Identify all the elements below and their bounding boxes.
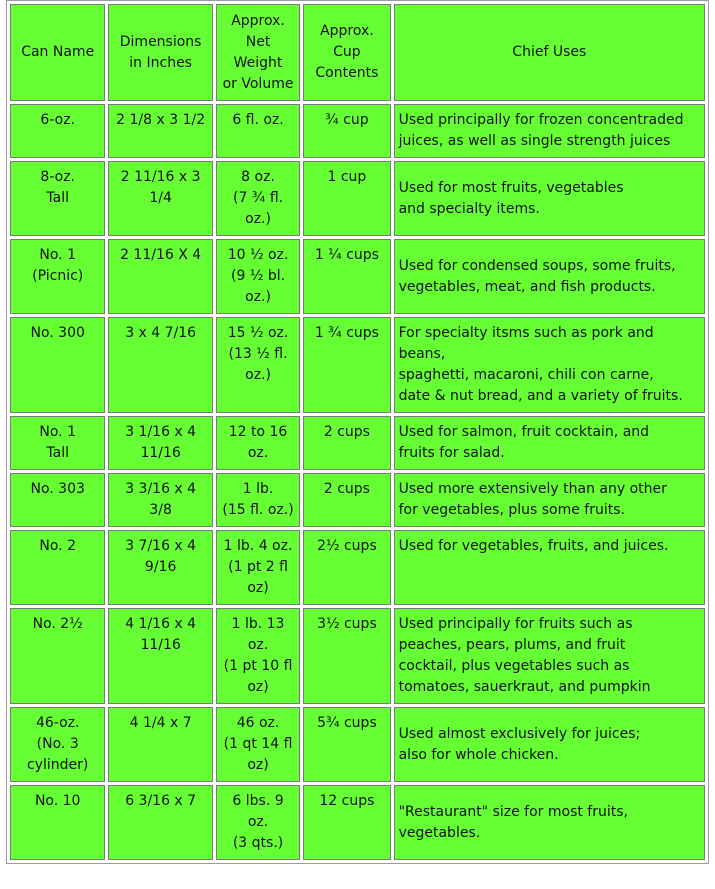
cell-text-line: 6 fl. oz. (232, 112, 284, 128)
cell-text-line: No. 303 (30, 481, 85, 497)
cell-text-line: Used for condensed soups, some fruits, (398, 257, 676, 274)
table-row (10, 416, 705, 470)
cell-text-line: Can Name (21, 44, 95, 60)
table-row (10, 239, 705, 314)
header-dimensions (108, 4, 212, 101)
cell-text-line: oz. (247, 814, 269, 830)
can-name-cell (10, 785, 105, 860)
cell-text-line: Used principally for frozen concentraded (398, 112, 684, 128)
cell-text-line: 3 3/16 x 4 (125, 481, 197, 497)
header-net-weight (216, 4, 300, 101)
cell-text-line: 2 11/16 x 3 (120, 169, 201, 185)
cell-text-line: Approx. (320, 23, 374, 39)
cell-text-line: 1 ¼ cups (314, 247, 379, 263)
cell-text-line: Tall (46, 445, 69, 461)
net-weight-cell (216, 239, 300, 314)
chief-uses-cell (394, 317, 705, 413)
cell-text-line: 8 oz. (241, 169, 275, 185)
chief-uses-cell (394, 530, 705, 605)
cell-text-line: oz.) (245, 367, 271, 383)
net-weight-cell (216, 161, 300, 236)
cup-contents-cell (303, 161, 390, 236)
cell-text-line: 10 ½ oz. (227, 247, 289, 263)
cell-text-line: or Volume (222, 75, 294, 92)
cell-text-line: 9/16 (144, 559, 177, 575)
cell-text-line: Dimensions (119, 33, 202, 50)
net-weight-cell (216, 785, 300, 860)
dimensions-cell (108, 608, 212, 704)
cup-contents-cell (303, 707, 390, 782)
can-size-table-container (6, 0, 709, 864)
can-size-table (6, 0, 709, 864)
cell-text-line: oz.) (245, 211, 271, 227)
cell-text-line: No. 2½ (32, 616, 83, 632)
cell-text-line: 2 11/16 X 4 (120, 247, 202, 263)
cell-text-line: (9 ½ bl. (231, 268, 286, 284)
cell-text-line: Used principally for fruits such as (398, 616, 633, 632)
cell-text-line: in Inches (129, 54, 192, 71)
cell-text-line: No. 1 (39, 424, 76, 440)
cell-text-line: 4 1/16 x 4 (125, 616, 197, 632)
chief-uses-cell (394, 239, 705, 314)
table-row (10, 104, 705, 158)
table-row (10, 707, 705, 782)
net-weight-cell (216, 608, 300, 704)
chief-uses-cell (394, 104, 705, 158)
dimensions-cell (108, 239, 212, 314)
cell-text-line: Contents (315, 65, 379, 81)
dimensions-cell (108, 416, 212, 470)
cell-text-line: 2 cups (323, 424, 370, 440)
net-weight-cell (216, 707, 300, 782)
cup-contents-cell (303, 239, 390, 314)
cell-text-line: Used almost exclusively for juices; (398, 725, 641, 742)
cell-text-line: spaghetti, macaroni, chili con carne, (398, 367, 654, 383)
cell-text-line: 12 cups (319, 793, 375, 809)
cell-text-line: Used more extensively than any other (398, 481, 667, 497)
cell-text-line: 1/4 (149, 190, 172, 206)
net-weight-cell (216, 317, 300, 413)
cell-text-line: 1 ¾ cups (314, 325, 379, 341)
cell-text-line: vegetables, meat, and fish products. (398, 278, 656, 295)
cell-text-line: cocktail, plus vegetables such as (398, 658, 630, 674)
cell-text-line: (7 ¾ fl. (232, 190, 284, 206)
cell-text-line: (3 qts.) (232, 835, 284, 851)
cell-text-line: (1 pt 2 fl (228, 559, 288, 575)
cell-text-line: (15 fl. oz.) (222, 502, 294, 518)
can-name-cell (10, 473, 105, 527)
cell-text-line: Chief Uses (512, 44, 587, 60)
cell-text-line: juices, as well as single strength juices (398, 133, 671, 149)
cell-text-line: For specialty itsms such as pork and (398, 325, 654, 341)
cell-text-line: 1 lb. (242, 481, 274, 497)
can-name-cell (10, 707, 105, 782)
cup-contents-cell (303, 785, 390, 860)
can-name-cell (10, 104, 105, 158)
cell-text-line: (Picnic) (32, 268, 84, 284)
cell-text-line: 6-oz. (40, 112, 75, 128)
dimensions-cell (108, 161, 212, 236)
can-name-cell (10, 416, 105, 470)
cell-text-line: "Restaurant" size for most fruits, (398, 803, 628, 820)
cell-text-line: 3/8 (149, 502, 172, 518)
net-weight-cell (216, 416, 300, 470)
net-weight-cell (216, 530, 300, 605)
cell-text-line: Cup (333, 44, 361, 60)
cell-text-line: No. 2 (39, 538, 76, 554)
cell-text-line: ¾ cup (325, 112, 369, 128)
dimensions-cell (108, 707, 212, 782)
cell-text-line: 15 ½ oz. (227, 325, 289, 341)
cell-text-line: 3 x 4 7/16 (125, 325, 197, 341)
cell-text-line: 6 3/16 x 7 (125, 793, 197, 809)
cell-text-line: 6 lbs. 9 (232, 793, 284, 809)
cell-text-line: 5¾ cups (317, 715, 377, 731)
cell-text-line: 1 lb. 4 oz. (223, 538, 293, 554)
cell-text-line: No. 300 (30, 325, 85, 341)
cup-contents-cell (303, 317, 390, 413)
cell-text-line: tomatoes, sauerkraut, and pumpkin (398, 679, 651, 695)
cell-text-line: beans, (398, 346, 446, 362)
net-weight-cell (216, 104, 300, 158)
header-cup-contents (303, 4, 390, 101)
chief-uses-cell (394, 161, 705, 236)
table-header (10, 4, 705, 101)
cell-text-line: Used for salmon, fruit cocktain, and (398, 424, 650, 440)
can-name-cell (10, 608, 105, 704)
cell-text-line: (1 qt 14 fl (223, 736, 293, 752)
cell-text-line: and specialty items. (398, 200, 540, 217)
cell-text-line: cylinder) (27, 757, 89, 773)
dimensions-cell (108, 530, 212, 605)
cell-text-line: Used for most fruits, vegetables (398, 179, 624, 196)
header-chief-uses (394, 4, 705, 101)
cell-text-line: oz.) (245, 289, 271, 305)
table-row (10, 317, 705, 413)
cell-text-line: 3 1/16 x 4 (125, 424, 197, 440)
table-row (10, 785, 705, 860)
cell-text-line: 46 oz. (236, 715, 280, 731)
cell-text-line: fruits for salad. (398, 445, 505, 461)
cell-text-line: vegetables. (398, 824, 481, 841)
can-name-cell (10, 317, 105, 413)
cell-text-line: date & nut bread, and a variety of fruits. (398, 388, 683, 404)
cell-text-line: Weight (233, 54, 283, 71)
cell-text-line: peaches, pears, plums, and fruit (398, 637, 626, 653)
cell-text-line: Approx. (231, 12, 285, 29)
cell-text-line: 2 1/8 x 3 1/2 (116, 112, 206, 128)
table-body (10, 104, 705, 860)
cup-contents-cell (303, 416, 390, 470)
cell-text-line: (13 ½ fl. (228, 346, 288, 362)
cell-text-line: No. 10 (34, 793, 81, 809)
chief-uses-cell (394, 608, 705, 704)
cell-text-line: 46-oz. (35, 715, 80, 731)
cell-text-line: 1 lb. 13 oz. (231, 616, 285, 653)
cell-text-line: oz) (247, 580, 269, 596)
table-row (10, 161, 705, 236)
cup-contents-cell (303, 530, 390, 605)
cell-text-line: (No. 3 (36, 736, 79, 752)
cell-text-line: oz) (247, 757, 269, 773)
dimensions-cell (108, 785, 212, 860)
chief-uses-cell (394, 416, 705, 470)
cell-text-line: 1 cup (327, 169, 367, 185)
dimensions-cell (108, 473, 212, 527)
cell-text-line: (1 pt 10 fl (223, 658, 293, 674)
chief-uses-cell (394, 785, 705, 860)
can-name-cell (10, 239, 105, 314)
cell-text-line: 4 1/4 x 7 (129, 715, 192, 731)
cell-text-line: 2 cups (323, 481, 370, 497)
cell-text-line: for vegetables, plus some fruits. (398, 502, 625, 518)
cup-contents-cell (303, 104, 390, 158)
cell-text-line: 11/16 (140, 445, 181, 461)
cell-text-line: Net (245, 33, 271, 50)
header-can-name (10, 4, 105, 101)
cell-text-line: No. 1 (39, 247, 76, 263)
chief-uses-cell (394, 473, 705, 527)
cell-text-line: 8-oz. (40, 169, 75, 185)
cell-text-line: Tall (46, 190, 69, 206)
table-row (10, 530, 705, 605)
cell-text-line: 12 to 16 (228, 424, 288, 440)
cup-contents-cell (303, 473, 390, 527)
header-row (10, 4, 705, 101)
can-name-cell (10, 530, 105, 605)
chief-uses-cell (394, 707, 705, 782)
cell-text-line: 3½ cups (317, 616, 377, 632)
cell-text-line: 3 7/16 x 4 (125, 538, 197, 554)
table-row (10, 608, 705, 704)
cell-text-line: oz) (247, 679, 269, 695)
dimensions-cell (108, 104, 212, 158)
cell-text-line: 2½ cups (317, 538, 377, 554)
can-name-cell (10, 161, 105, 236)
cup-contents-cell (303, 608, 390, 704)
cell-text-line: Used for vegetables, fruits, and juices. (398, 538, 669, 554)
cell-text-line: oz. (247, 445, 269, 461)
cell-text-line: also for whole chicken. (398, 746, 559, 763)
cell-text-line: 11/16 (140, 637, 181, 653)
table-row (10, 473, 705, 527)
net-weight-cell (216, 473, 300, 527)
dimensions-cell (108, 317, 212, 413)
